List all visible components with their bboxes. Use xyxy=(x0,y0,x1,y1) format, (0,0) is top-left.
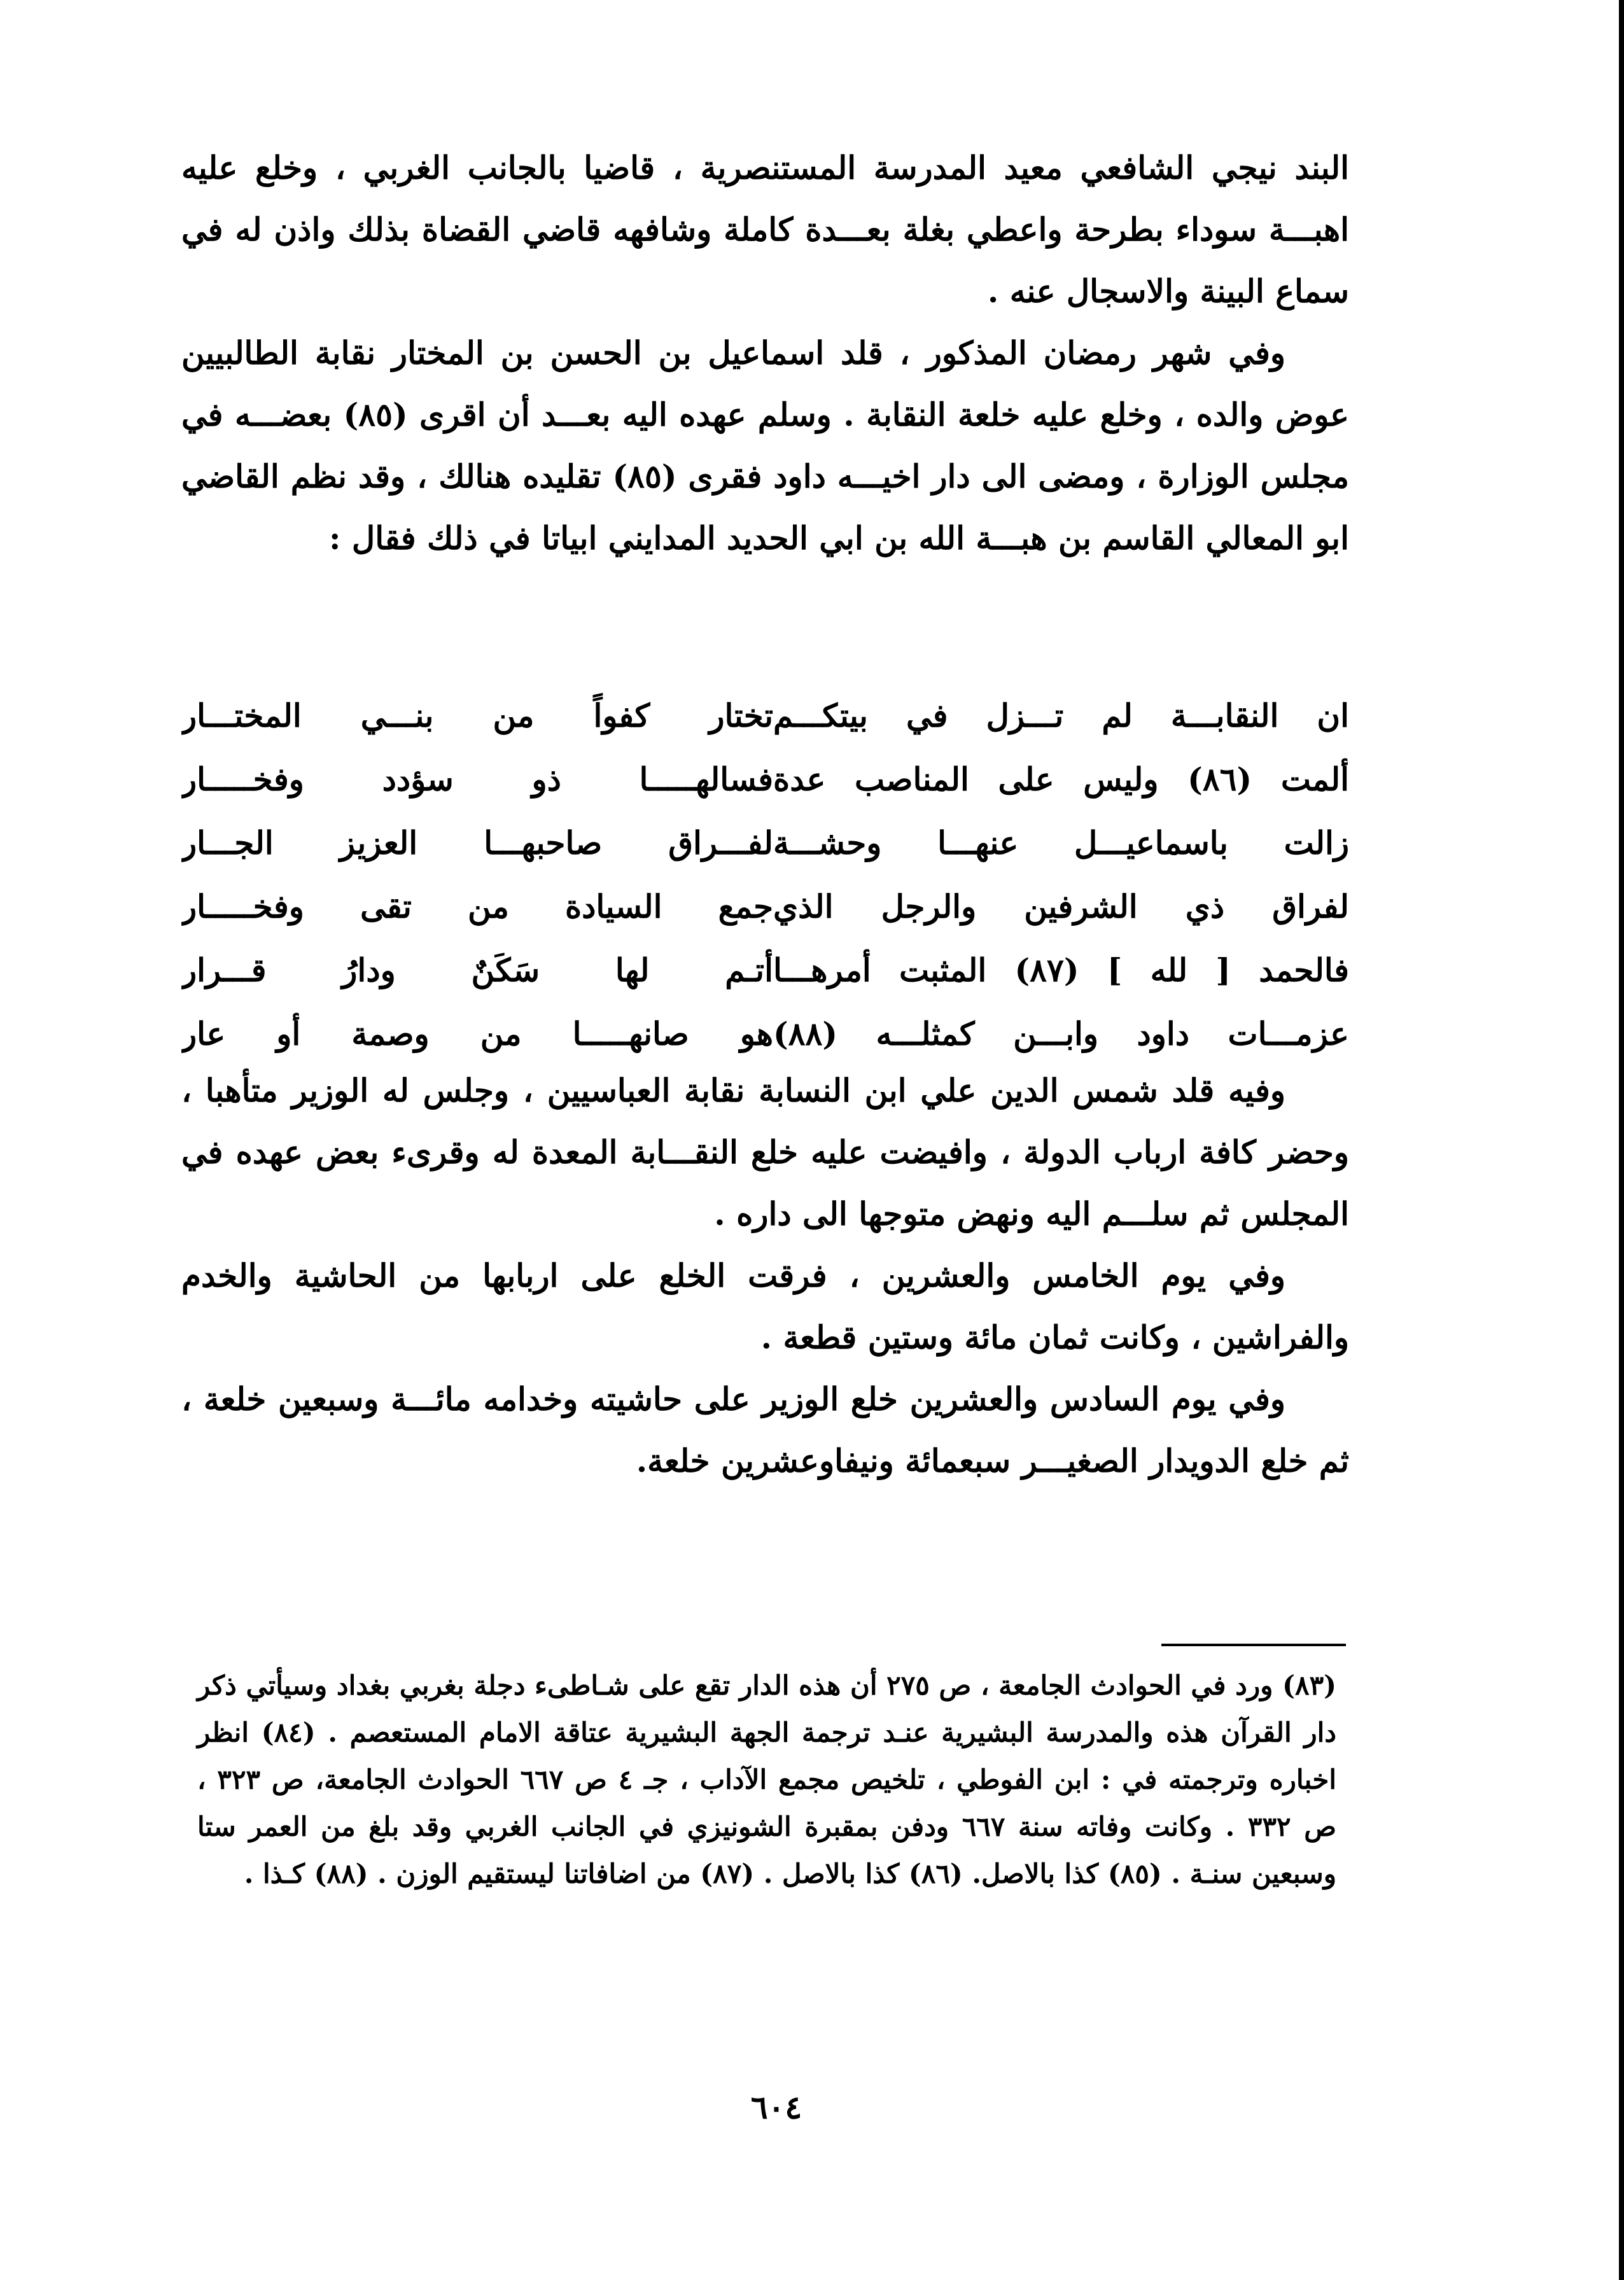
bottom-text-block xyxy=(181,1060,1349,1492)
verse-first-hemistich: عزمـــات داود وابـــن كمثلـــه (٨٨) xyxy=(773,1015,1349,1053)
page-number: ٦٠٤ xyxy=(750,2088,802,2126)
verse-first-hemistich: ان النقابـــة لم تـــزل في بيتكـــم xyxy=(773,697,1349,734)
footnote-separator xyxy=(1161,1644,1346,1646)
verse-first-hemistich: فالحمد [ لله ] (٨٧) المثبت أمرهـــا xyxy=(773,951,1349,989)
poem xyxy=(181,684,1349,1066)
verse-first-hemistich: ألمت (٨٦) وليس على المناصب عدة xyxy=(773,760,1349,798)
verse-second-hemistich: جمع السيادة من تقى وفخـــــار xyxy=(181,888,773,925)
verse-second-hemistich: أتـم لها سَكَنٌ ودارُ قـــرار xyxy=(181,951,773,989)
poem-verse-2 xyxy=(181,748,1349,811)
verse-second-hemistich: تختار كفواً من بنـــي المختـــار xyxy=(181,697,773,734)
poem-verse-5 xyxy=(181,939,1349,1002)
poem-verse-6 xyxy=(181,1002,1349,1066)
verse-first-hemistich: لفراق ذي الشرفين والرجل الذي xyxy=(773,888,1349,925)
footnotes xyxy=(197,1662,1336,1898)
top-text-block xyxy=(181,137,1349,569)
poem-verse-4 xyxy=(181,875,1349,939)
page-border xyxy=(1619,0,1624,2280)
footnotes-text: (٨٣) ورد في الحوادث الجامعة ، ص ٢٧٥ أن هذه الدار تقع على شـاطىء دجلة بغربي بغداد وسيأتي ذكر دار القرآن هذه والمدرسة البشيرية عنـد ترجمة الجهة البشيرية عتاقة الامام المستعصم . (٨٤) انظر اخباره وترجمته في : ابن الفوطي ، تلخيص مجمع الآداب ، جـ ٤ ص ٦٦٧ الحوادث الجامعة، ص ٣٢٣ ، ص ٣٣٢ . وكانت وفاته سنة ٦٦٧ ودفن بمقبرة الشونيزي في الجانب الغربي وقد بلغ من العمر ستا وسبعين سنـة . (٨٥) كذا بالاصل. (٨٦) كذا بالاصل . (٨٧) من اضافاتنا ليستقيم الوزن . (٨٨) كـذا . xyxy=(197,1670,1337,1889)
paragraph-3: وفيه قلد شمس الدين علي ابن النسابة نقابة العباسيين ، وجلس له الوزير متأهبا ، وحضر كافة ارباب الدولة ، وافيضت عليه خلع النقـــابة المعدة له وقرىء بعض عهده في المجلس ثم سلـــم اليه ونهض متوجها الى داره . xyxy=(181,1072,1349,1233)
poem-verse-3 xyxy=(181,811,1349,875)
poem-verse-1 xyxy=(181,684,1349,748)
verse-second-hemistich: لفـــراق صاحبهـــا العزيز الجـــار xyxy=(181,824,773,862)
paragraph-5: وفي يوم السادس والعشرين خلع الوزير على حاشيته وخدامه مائـــة وسبعين خلعة ، ثم خلع الدويدار الصغيـــر سبعمائة ونيفاوعشرين خلعة. xyxy=(181,1380,1349,1479)
paragraph-2: وفي شهر رمضان المذكور ، قلد اسماعيل بن الحسن بن المختار نقابة الطالبيين عوض والده ، وخلع عليه خلعة النقابة . وسلم عهده اليه بعـــد أن اقرى (٨٥) بعضـــه في مجلس الوزارة ، ومضى الى دار اخيـــه داود فقرى (٨٥) تقليده هنالك ، وقد نظم القاضي ابو المعالي القاسم بن هبـــة الله بن ابي الحديد المدايني ابياتا في ذلك فقال : xyxy=(181,334,1349,557)
verse-first-hemistich: زالت باسماعيـــل عنهـــا وحشـــة xyxy=(773,824,1349,862)
verse-second-hemistich: فسالهـــــا ذو سؤدد وفخـــــار xyxy=(181,760,773,798)
paragraph-4: وفي يوم الخامس والعشرين ، فرقت الخلع على اربابها من الحاشية والخدم والفراشين ، وكانت ثمان مائة وستين قطعة . xyxy=(181,1257,1349,1356)
paragraph-1: البند نيجي الشافعي معيد المدرسة المستنصرية ، قاضيا بالجانب الغربي ، وخلع عليه اهبـــة سوداء بطرحة واعطي بغلة بعـــدة كاملة وشافهه قاضي القضاة بذلك واذن له في سماع البينة والاسجال عنه . xyxy=(181,149,1349,310)
verse-second-hemistich: هو صانهـــــا من وصمة أو عار xyxy=(181,1015,773,1053)
